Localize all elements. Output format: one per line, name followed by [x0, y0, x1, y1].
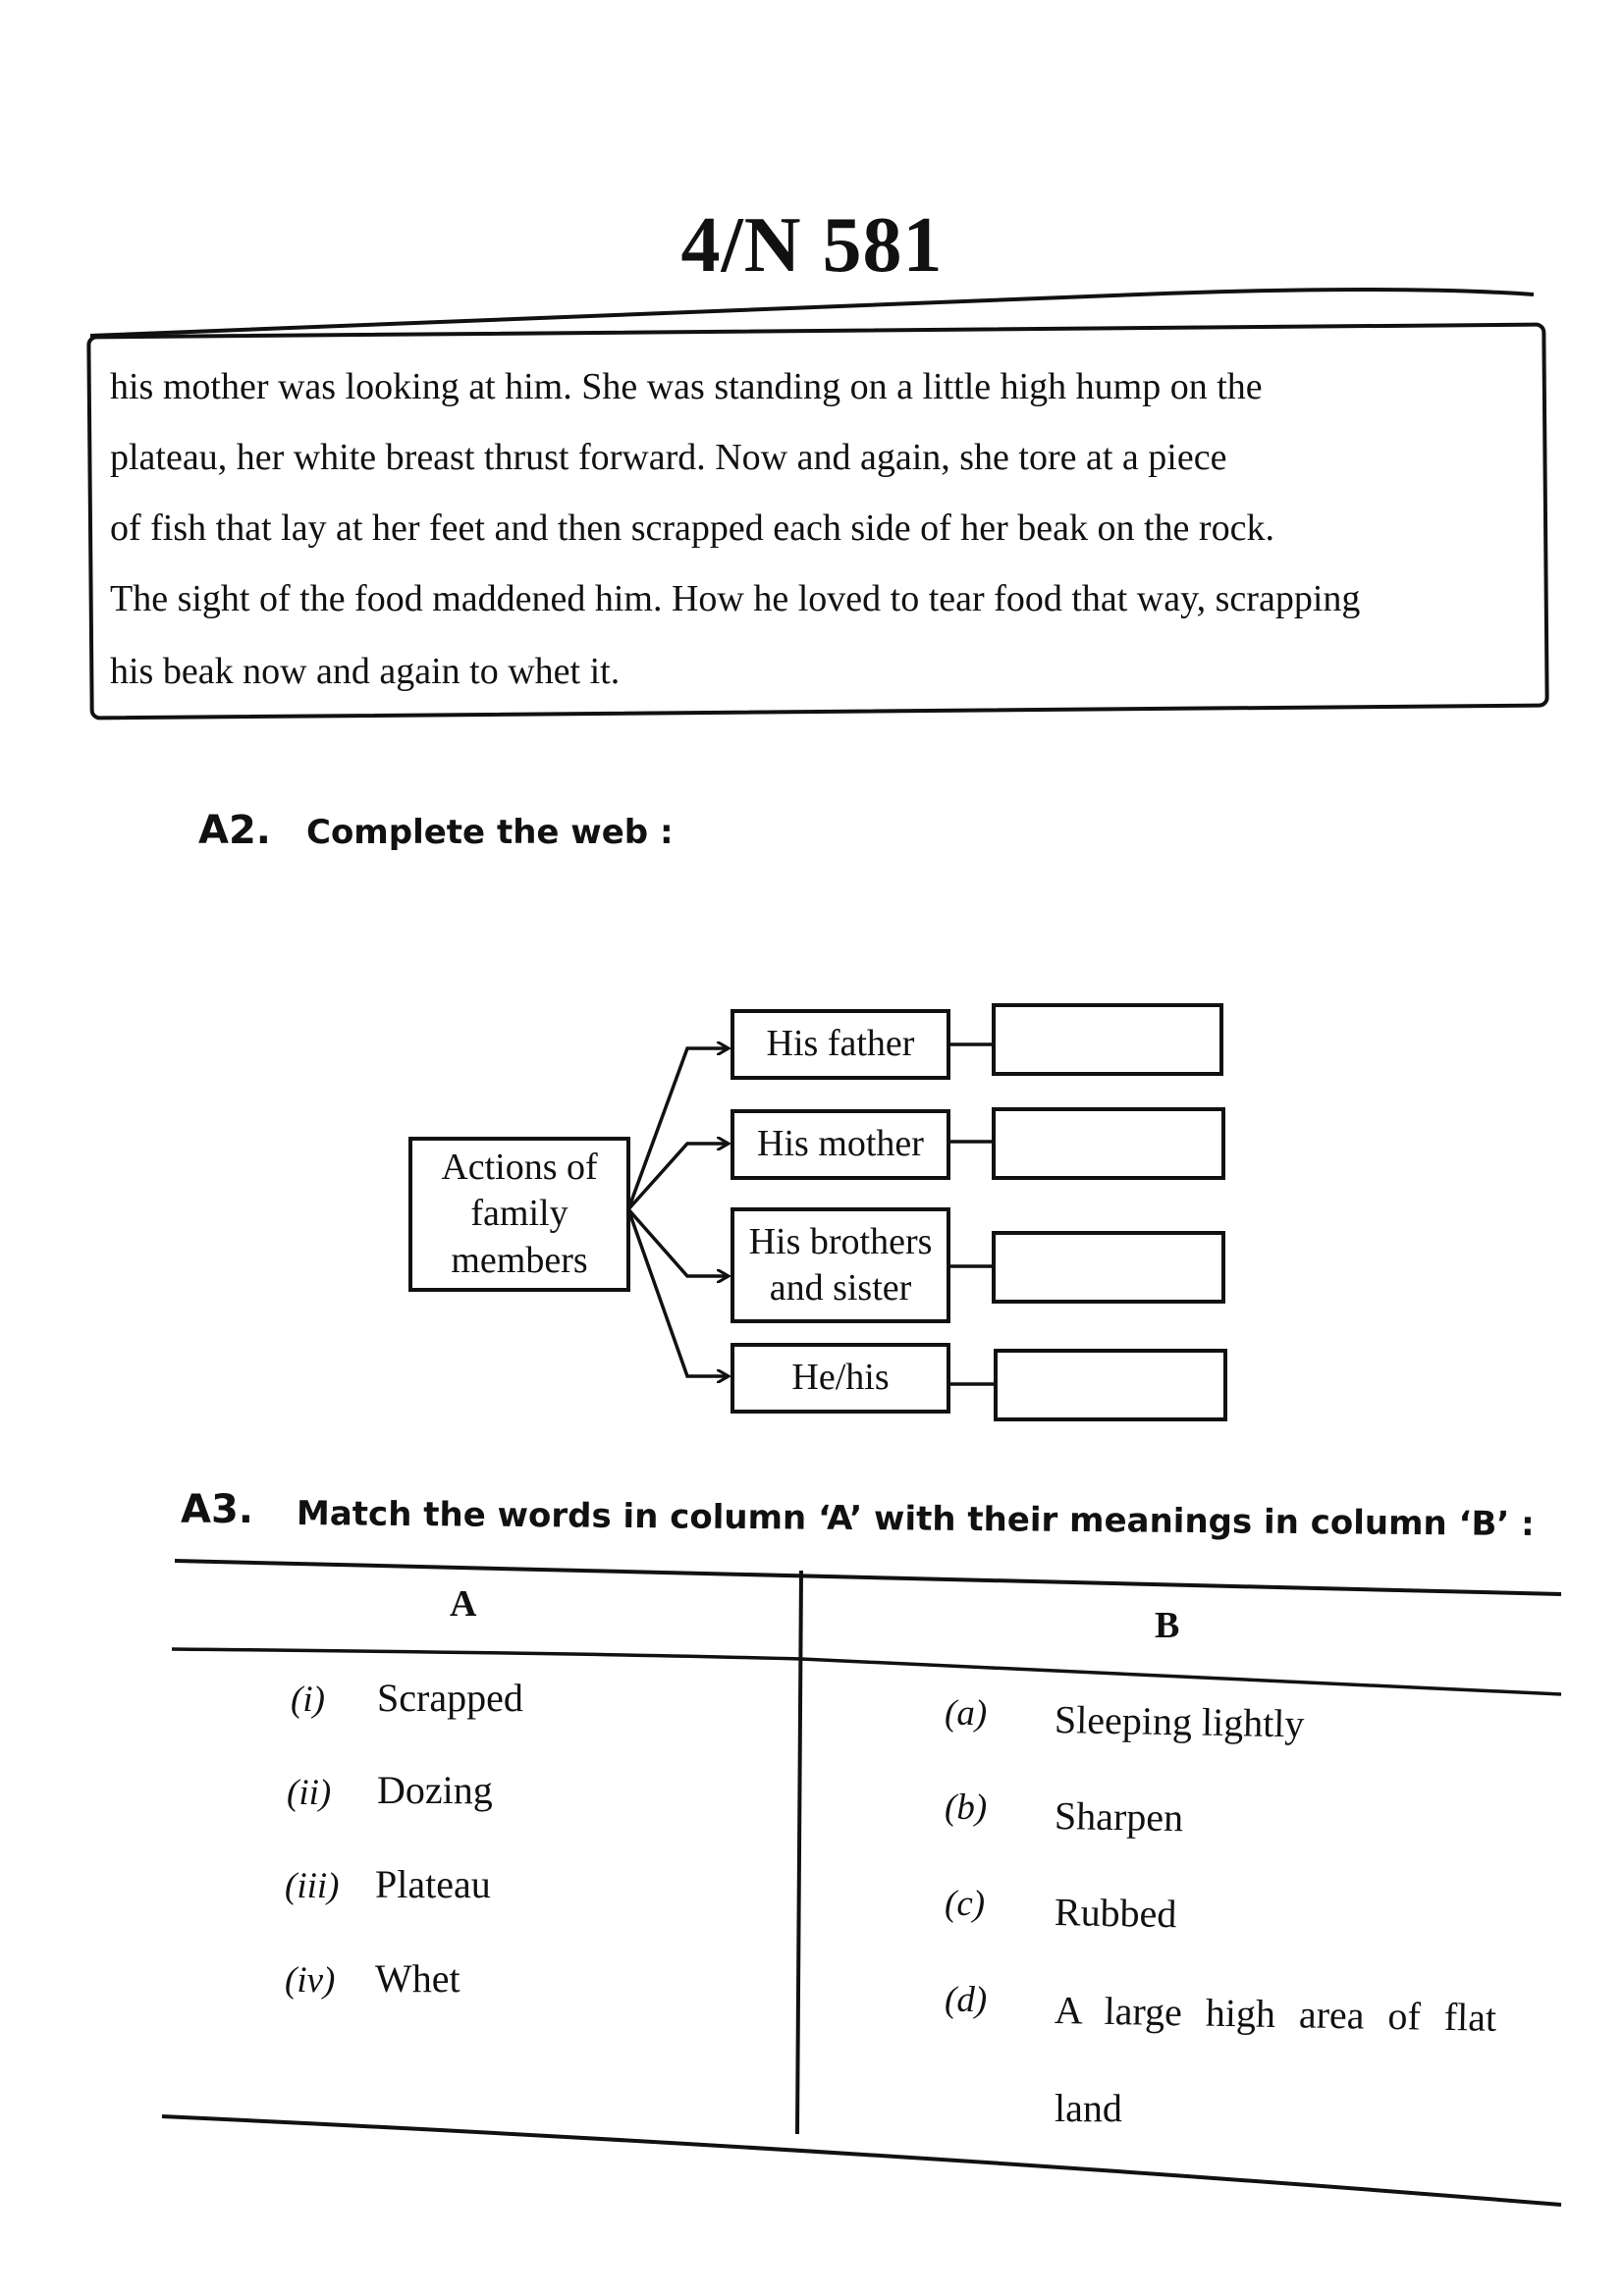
connector-siblings [628, 1209, 729, 1276]
web-branch-father [731, 1009, 950, 1080]
passage-line: of fish that lay at her feet and then scrapped each side of her beak on the rock. [110, 507, 1274, 549]
web-branch-label: He/his [791, 1357, 890, 1399]
column-b-letter: (d) [945, 1980, 988, 2020]
passage-line: plateau, her white breast thrust forward. Now and again, she tore at a piece [110, 437, 1227, 478]
web-center-box [408, 1137, 630, 1292]
page-code: 4/N 581 [680, 202, 944, 289]
column-a-number: (i) [291, 1680, 325, 1720]
passage-line: his mother was looking at him. She was standing on a little high hump on the [110, 366, 1263, 407]
column-b-meaning: Sharpen [1054, 1793, 1184, 1841]
column-b-header: B [1155, 1605, 1180, 1646]
question-a3-label: A3. [181, 1487, 253, 1532]
web-answer-box-self[interactable] [994, 1349, 1227, 1421]
column-a-word: Plateau [375, 1862, 491, 1906]
column-a-word: Scrapped [377, 1676, 523, 1720]
web-answer-box-mother[interactable] [992, 1107, 1225, 1180]
passage-line: The sight of the food maddened him. How he loved to tear food that way, scrapping [110, 578, 1361, 619]
web-center-line: family [470, 1193, 568, 1235]
web-branch-label: His father [766, 1023, 915, 1065]
web-center-line: Actions of [441, 1146, 598, 1188]
web-center-line: members [451, 1239, 588, 1281]
web-branch-label: His mother [757, 1123, 924, 1165]
column-a-number: (iv) [285, 1960, 336, 2001]
column-a-number: (iii) [285, 1866, 340, 1906]
column-a-word: Dozing [377, 1768, 493, 1812]
question-a2-instruction: Complete the web : [306, 813, 674, 852]
column-a-word: Whet [375, 1956, 460, 2001]
column-b-letter: (b) [945, 1788, 988, 1828]
column-b-meaning: Sleeping lightly [1054, 1697, 1305, 1746]
column-a-number: (ii) [287, 1773, 332, 1813]
question-a3-instruction: Match the words in column ‘A’ with their meanings in column ‘B’ : [296, 1494, 1535, 1545]
web-branch-mother [731, 1109, 950, 1180]
column-b-letter: (c) [945, 1884, 986, 1924]
column-b-letter: (a) [945, 1693, 988, 1734]
web-answer-box-father[interactable] [992, 1003, 1223, 1076]
passage-line: his beak now and again to whet it. [110, 651, 621, 692]
connector-mother [628, 1144, 729, 1209]
web-branch-label: His brothers [748, 1220, 933, 1262]
connector-self [628, 1209, 729, 1376]
web-branch-self [731, 1343, 950, 1414]
column-b-meaning: Rubbed [1054, 1890, 1177, 1937]
connector-father [628, 1048, 729, 1209]
web-branch-label: and sister [769, 1267, 912, 1308]
question-a2-label: A2. [198, 808, 271, 853]
column-b-meaning-continued: land [1055, 2086, 1122, 2130]
column-b-meaning: A large high area of flat [1054, 1988, 1497, 2040]
column-a-header: A [450, 1583, 477, 1625]
web-answer-box-siblings[interactable] [992, 1231, 1225, 1304]
web-branch-siblings [731, 1207, 950, 1323]
